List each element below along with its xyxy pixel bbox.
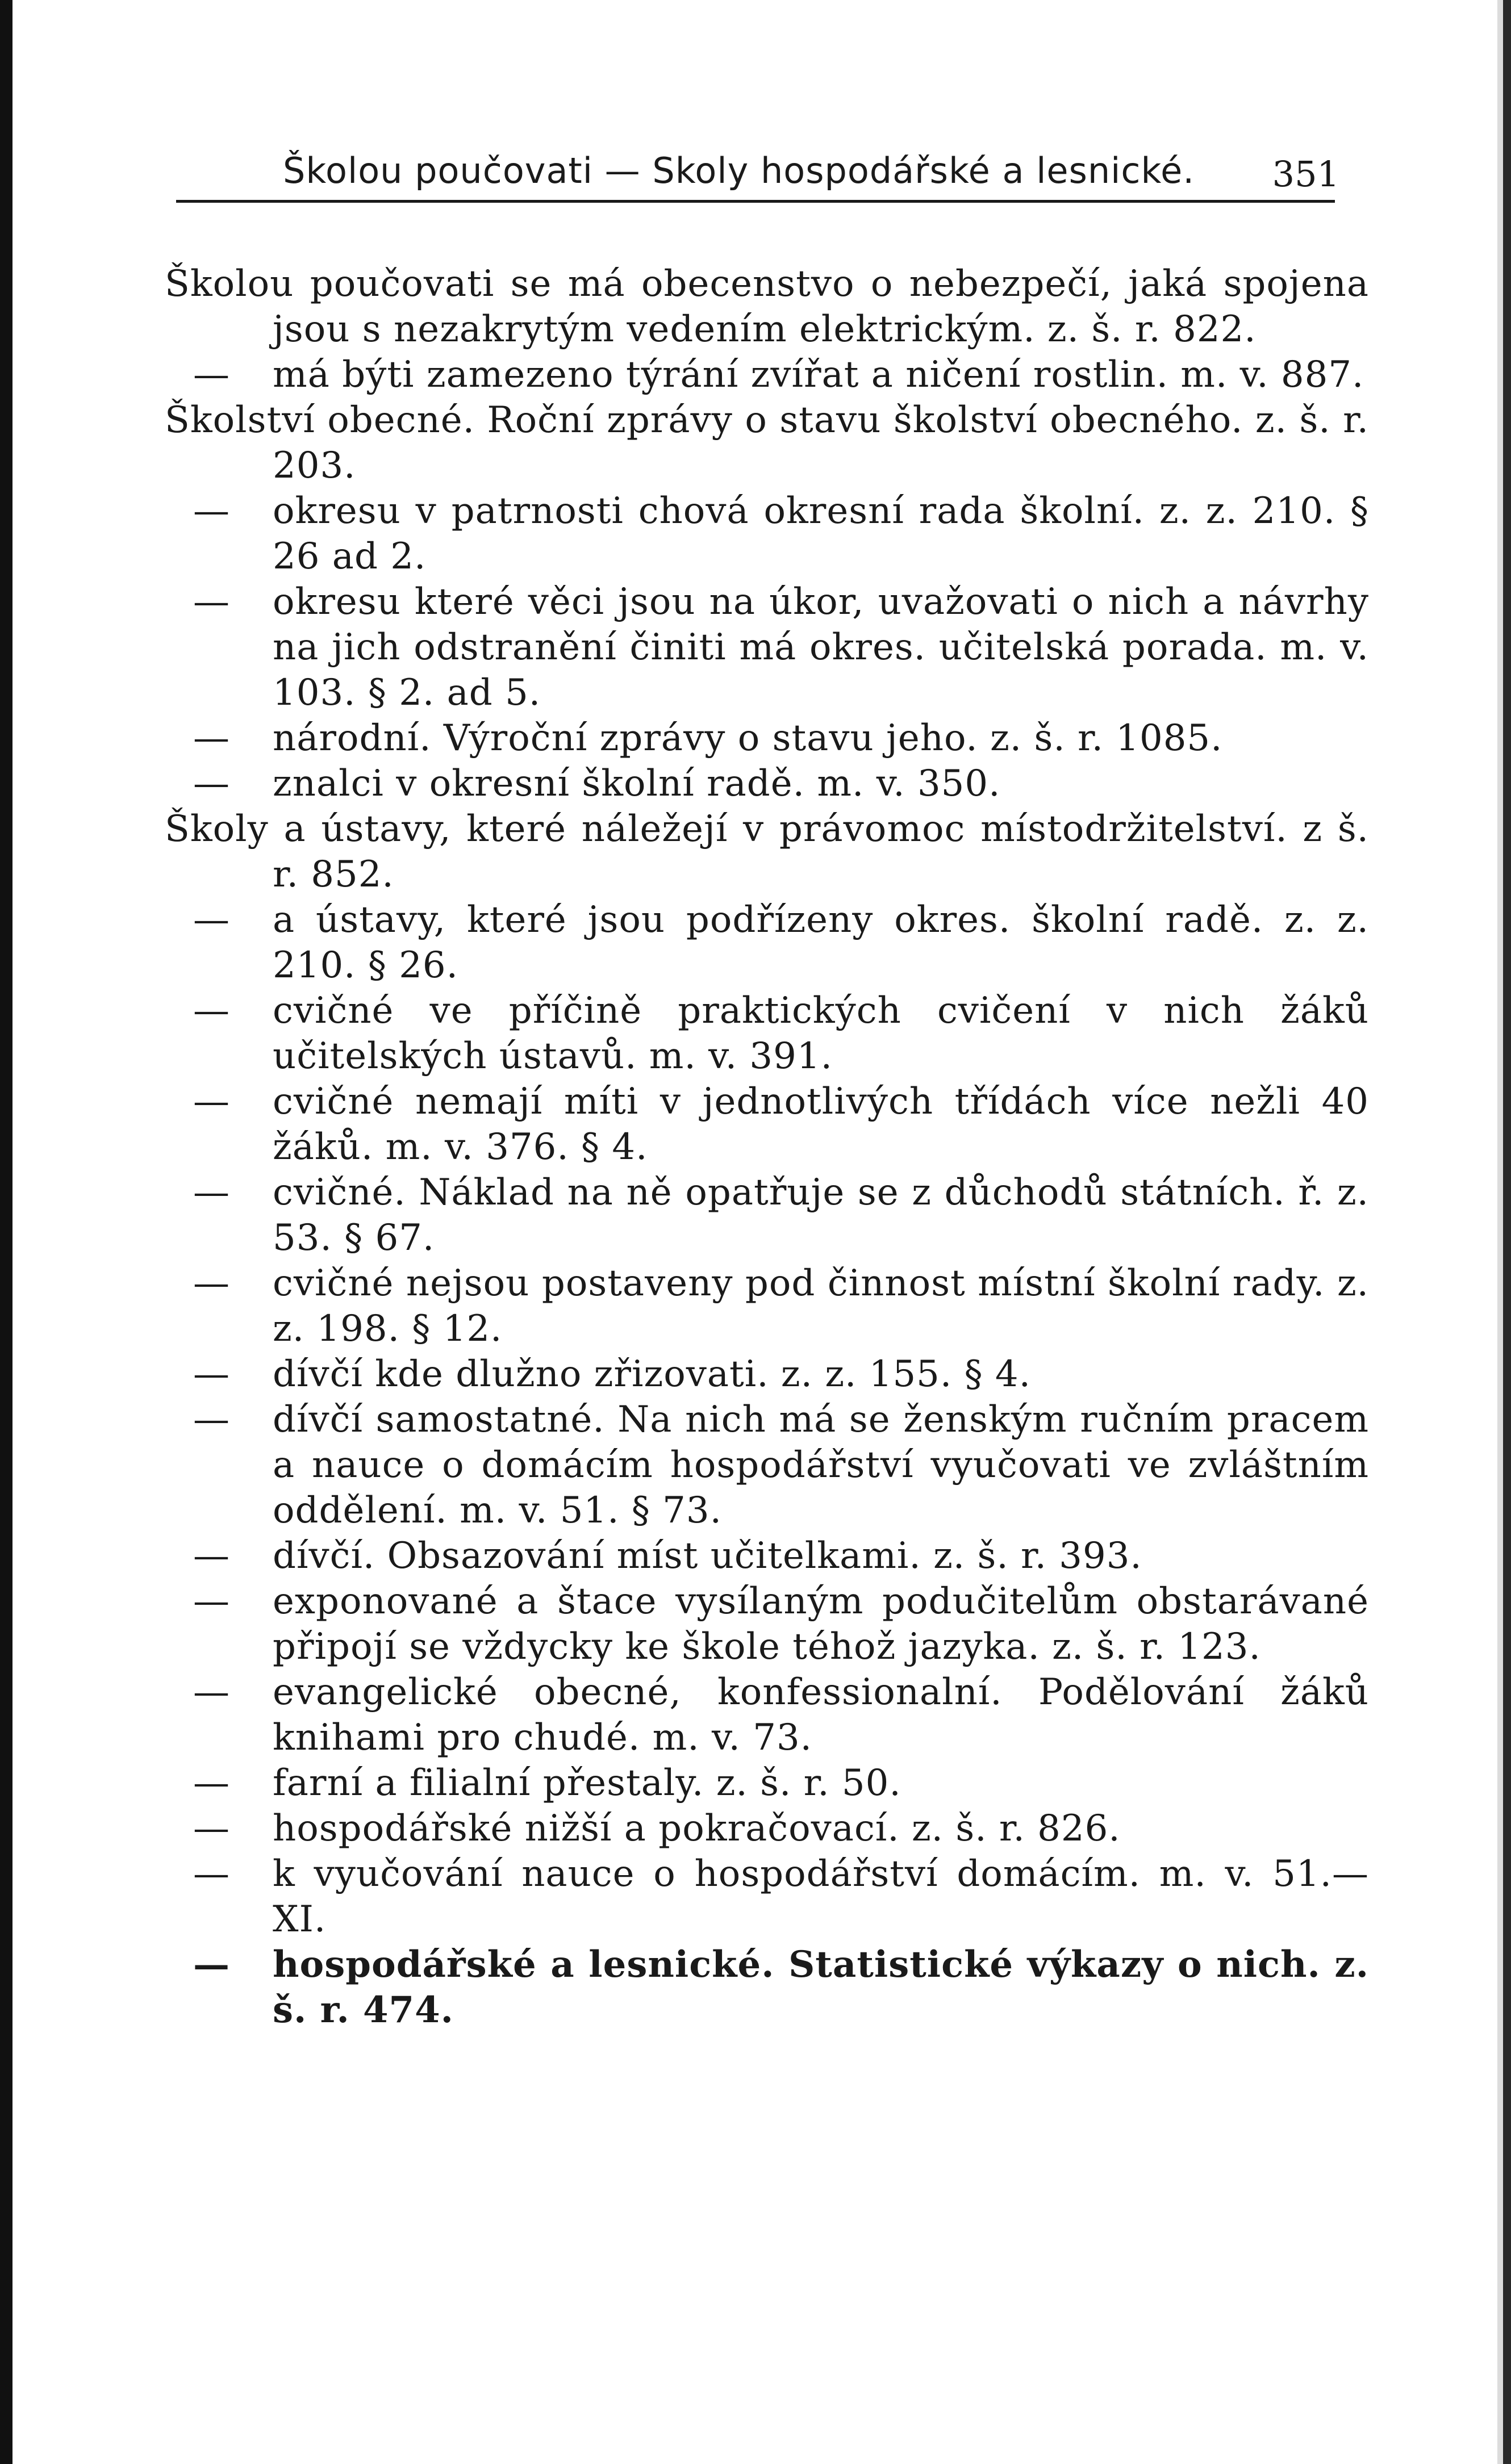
entry-dash: —	[193, 354, 230, 396]
entry-dash: —	[193, 1671, 230, 1713]
entry-text: cvičné. Náklad na ně opatřuje se z důchodů státních. ř. z. 53. § 67.	[273, 1172, 1369, 1259]
entry-text: k vyučování nauce o hospodářství domácím. m. v. 51.—XI.	[273, 1853, 1369, 1940]
scan-left-edge	[0, 0, 12, 2464]
index-entry-subentry	[165, 897, 1369, 988]
index-entry-subentry	[165, 1851, 1369, 1942]
entry-text: znalci v okresní školní radě. m. v. 350.	[273, 763, 1001, 805]
entry-text: farní a filialní přestaly. z. š. r. 50.	[273, 1762, 901, 1804]
entry-dash: —	[193, 899, 230, 941]
entry-text: cvičné nejsou postaveny pod činnost místní školní rady. z. z. 198. § 12.	[273, 1262, 1369, 1350]
index-entry-subentry	[165, 1079, 1369, 1170]
scan-right-gap	[1497, 0, 1503, 2464]
entry-text: cvičné ve příčině praktických cvičení v nich žáků učitelských ústavů. m. v. 391.	[273, 990, 1369, 1077]
entry-text: evangelické obecné, konfessionalní. Podělování žáků knihami pro chudé. m. v. 73.	[273, 1671, 1369, 1759]
entry-dash: —	[193, 1262, 230, 1304]
index-entry-subentry	[165, 1352, 1369, 1397]
entry-text: Školství obecné. Roční zprávy o stavu školství obecného. z. š. r. 203.	[165, 399, 1369, 487]
entry-dash: —	[193, 1808, 230, 1850]
index-entry-subentry	[165, 716, 1369, 761]
index-entry-subentry	[165, 1261, 1369, 1352]
entry-text: národní. Výroční zprávy o stavu jeho. z. š. r. 1085.	[273, 717, 1223, 759]
page-header	[283, 140, 1339, 196]
entry-dash: —	[193, 1172, 230, 1214]
entry-dash: —	[193, 1762, 230, 1804]
index-entries	[165, 261, 1369, 2033]
index-entry-subentry	[165, 579, 1369, 716]
entry-text: dívčí samostatné. Na nich má se ženským ručním pracem a nauce o domácím hospodářství vyučovati ve zvláštním oddělení. m. v. 51. § 73.	[273, 1399, 1369, 1532]
index-entry-subentry	[165, 1670, 1369, 1760]
entry-dash: —	[193, 1943, 230, 1986]
entry-text: okresu v patrnosti chová okresní rada školní. z. z. 210. § 26 ad 2.	[273, 490, 1369, 578]
page-number: 351	[1272, 153, 1339, 195]
entry-dash: —	[193, 717, 230, 759]
entry-text: hospodářské nižší a pokračovací. z. š. r. 826.	[273, 1808, 1121, 1850]
index-entry-subentry	[165, 1579, 1369, 1670]
entry-text: cvičné nemají míti v jednotlivých třídách více nežli 40 žáků. m. v. 376. § 4.	[273, 1081, 1369, 1168]
entry-dash: —	[193, 1580, 230, 1622]
entry-dash: —	[193, 581, 230, 623]
index-entry-subentry	[165, 1942, 1369, 2033]
entry-dash: —	[193, 1081, 230, 1123]
index-entry-subentry	[165, 988, 1369, 1079]
entry-dash: —	[193, 1853, 230, 1895]
entry-text: dívčí kde dlužno zřizovati. z. z. 155. § 4.	[273, 1353, 1031, 1395]
index-entry-heading	[165, 261, 1369, 352]
entry-text: a ústavy, které jsou podřízeny okres. školní radě. z. z. 210. § 26.	[273, 899, 1369, 986]
entry-text: dívčí. Obsazování míst učitelkami. z. š. r. 393.	[273, 1535, 1142, 1577]
scan-right-edge	[1503, 0, 1511, 2464]
header-rule	[176, 200, 1335, 206]
entry-dash: —	[193, 990, 230, 1032]
index-entry-subentry	[165, 488, 1369, 579]
index-entry-subentry	[165, 1397, 1369, 1533]
index-entry-subentry	[165, 1806, 1369, 1851]
index-entry-subentry	[165, 1760, 1369, 1806]
running-head: Školou poučovati — Skoly hospodářské a lesnické.	[283, 150, 1195, 191]
entry-dash: —	[193, 490, 230, 532]
index-entry-heading	[165, 806, 1369, 897]
entry-dash: —	[193, 1399, 230, 1441]
entry-text: exponované a štace vysílaným podučitelům obstarávané připojí se vždycky ke škole téhož jazyka. z. š. r. 123.	[273, 1580, 1369, 1668]
entry-dash: —	[193, 1353, 230, 1395]
entry-text: hospodářské a lesnické. Statistické výkazy o nich. z. š. r. 474.	[273, 1943, 1369, 2031]
index-entry-subentry	[165, 352, 1369, 398]
index-entry-subentry	[165, 1533, 1369, 1579]
entry-text: okresu které věci jsou na úkor, uvažovati o nich a návrhy na jich odstranění činiti má okres. učitelská porada. m. v. 103. § 2. ad 5.	[273, 581, 1369, 714]
entry-text: Školou poučovati se má obecenstvo o nebezpečí, jaká spojena jsou s nezakrytým vedením elektrickým. z. š. r. 822.	[165, 263, 1369, 350]
index-entry-heading	[165, 398, 1369, 488]
index-entry-subentry	[165, 1170, 1369, 1261]
entry-text: má býti zamezeno týrání zvířat a ničení rostlin. m. v. 887.	[273, 354, 1364, 396]
entry-text: Školy a ústavy, které náležejí v právomoc místodržitelství. z š. r. 852.	[165, 808, 1369, 896]
index-entry-subentry	[165, 761, 1369, 806]
entry-dash: —	[193, 763, 230, 805]
entry-dash: —	[193, 1535, 230, 1577]
